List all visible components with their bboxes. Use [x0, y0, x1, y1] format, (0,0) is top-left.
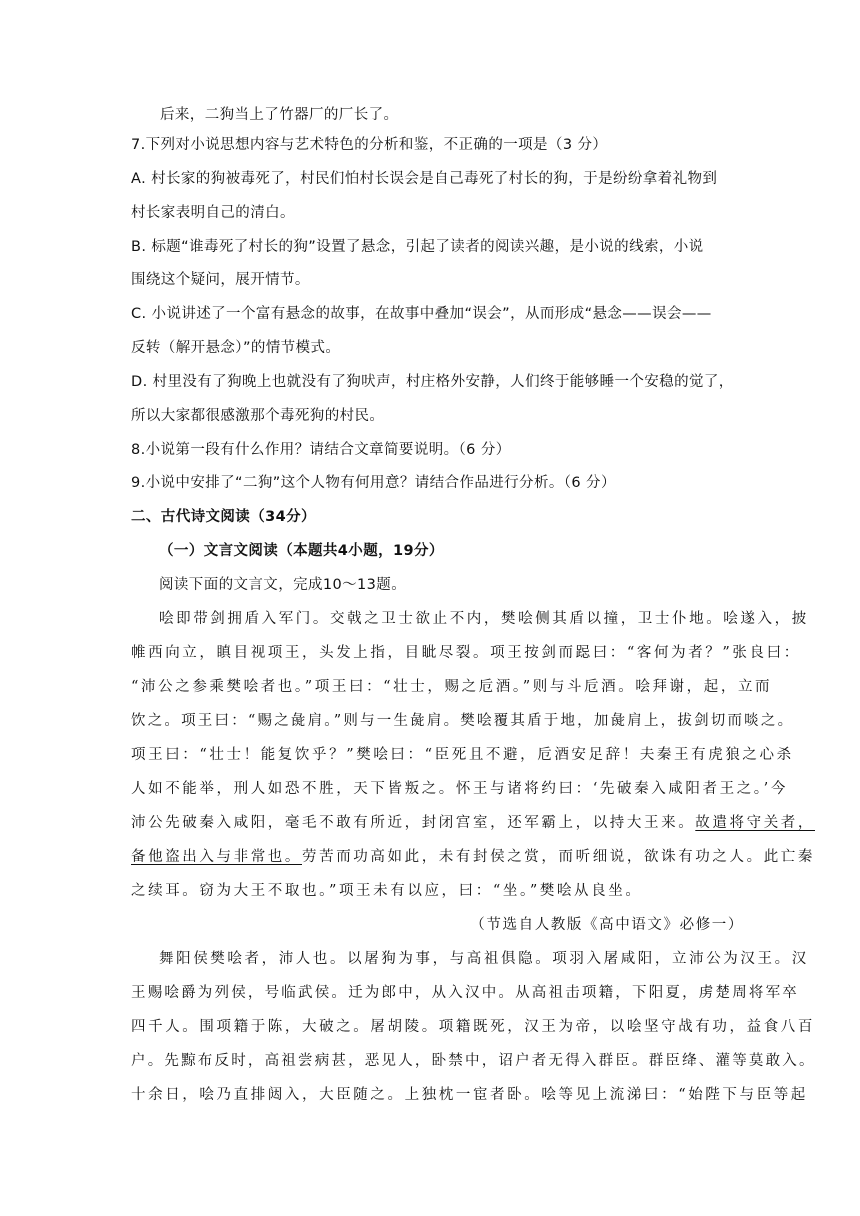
- passage-1-text: 劳苦而功高如此，未有封侯之赏，而听细说，欲诛有功之人。此亡秦: [302, 849, 815, 865]
- passage-1-line: 饮之。项王曰：“赐之彘肩。”则与一生彘肩。樊哙覆其盾于地，加彘肩上，拔剑切而啖之。: [131, 713, 795, 729]
- option-d-line-2: 所以大家都很感激那个毒死狗的村民。: [131, 408, 385, 424]
- story-ending-line: 后来，二狗当上了竹器厂的厂长了。: [160, 107, 399, 123]
- option-c-line-1: C. 小说讲述了一个富有悬念的故事，在故事中叠加“误会”，从而形成“悬念——误会——: [131, 306, 712, 322]
- passage-1-text: 沛公先破秦入咸阳，毫毛不敢有所近，封闭宫室，还军霸上，以持大王来。: [131, 815, 696, 831]
- question-7-stem: 7.下列对小说思想内容与艺术特色的分析和鉴，不正确的一项是（3 分）: [131, 137, 608, 153]
- option-b-line-1: B. 标题“谁毒死了村长的狗”设置了悬念，引起了读者的阅读兴趣，是小说的线索，小说: [131, 239, 704, 255]
- passage-2-line: 十余日，哙乃直排闼入，大臣随之。上独枕一宦者卧。哙等见上流涕曰：“始陛下与臣等起: [131, 1087, 808, 1103]
- option-a-line-2: 村长家表明自己的清白。: [131, 205, 295, 221]
- question-8: 8.小说第一段有什么作用？请结合文章简要说明。（6 分）: [131, 442, 511, 458]
- passage-2-line: 舞阳侯樊哙者，沛人也。以屠狗为事，与高祖俱隐。项羽入屠咸阳，立沛公为汉王。汉: [159, 951, 809, 967]
- option-a-line-1: A. 村长家的狗被毒死了，村民们怕村长误会是自己毒死了村长的狗，于是纷纷拿着礼物到: [131, 171, 718, 187]
- passage-1-line: [131, 813, 815, 833]
- option-c-line-2: 反转（解开悬念）”的情节模式。: [131, 340, 341, 356]
- passage-1-line: [131, 847, 815, 867]
- subsection-heading: （一）文言文阅读（本题共4小题，19分）: [159, 543, 444, 559]
- reading-instruction: 阅读下面的文言文，完成10～13题。: [159, 577, 407, 593]
- passage-1-line: 帷西向立，瞋目视项王，头发上指，目眦尽裂。项王按剑而跽曰：“客何为者？”张良曰：: [131, 645, 801, 661]
- passage-1-line: 项王曰：“壮士！能复饮乎？”樊哙曰：“臣死且不避，卮酒安足辞！夫秦王有虎狼之心杀: [131, 747, 794, 763]
- passage-1-line: 之续耳。窃为大王不取也。”项王未有以应，曰：“坐。”樊哙从良坐。: [131, 883, 643, 899]
- passage-2-line: 四千人。围项籍于陈，大破之。屠胡陵。项籍既死，汉王为帝，以哙坚守战有功，益食八百: [131, 1019, 815, 1035]
- question-9: 9.小说中安排了“二狗”这个人物有何用意？请结合作品进行分析。（6 分）: [131, 475, 616, 491]
- option-d-line-1: D. 村里没有了狗晚上也就没有了狗吠声，村庄格外安静，人们终于能够睡一个安稳的觉了，: [131, 374, 734, 390]
- passage-1-line: “沛公之参乘樊哙者也。”项王曰：“壮士，赐之卮酒。”则与斗卮酒。哙拜谢，起，立而: [131, 679, 773, 695]
- option-b-line-2: 围绕这个疑问，展开情节。: [131, 272, 310, 288]
- passage-1-line: 哙即带剑拥盾入军门。交戟之卫士欲止不内，樊哙侧其盾以撞，卫士仆地。哙遂入，披: [159, 611, 809, 627]
- passage-1-source: （节选自人教版《高中语文》必修一）: [470, 917, 744, 933]
- section-2-heading: 二、古代诗文阅读（34分）: [131, 509, 316, 525]
- underlined-sentence-part-1: 故遣将守关者，: [695, 815, 815, 831]
- passage-2-line: 王赐哙爵为列侯，号临武侯。迁为郎中，从入汉中。从高祖击项籍，下阳夏，虏楚周将军卒: [131, 985, 799, 1001]
- passage-2-line: 户。先黥布反时，高祖尝病甚，恶见人，卧禁中，诏户者无得入群臣。群臣绛、灌等莫敢入。: [131, 1053, 816, 1069]
- underlined-sentence-part-2: 备他盗出入与非常也。: [131, 849, 302, 865]
- passage-1-line: 人如不能举，刑人如恐不胜，天下皆叛之。怀王与诸将约曰：‘先破秦入咸阳者王之。’今: [131, 781, 788, 797]
